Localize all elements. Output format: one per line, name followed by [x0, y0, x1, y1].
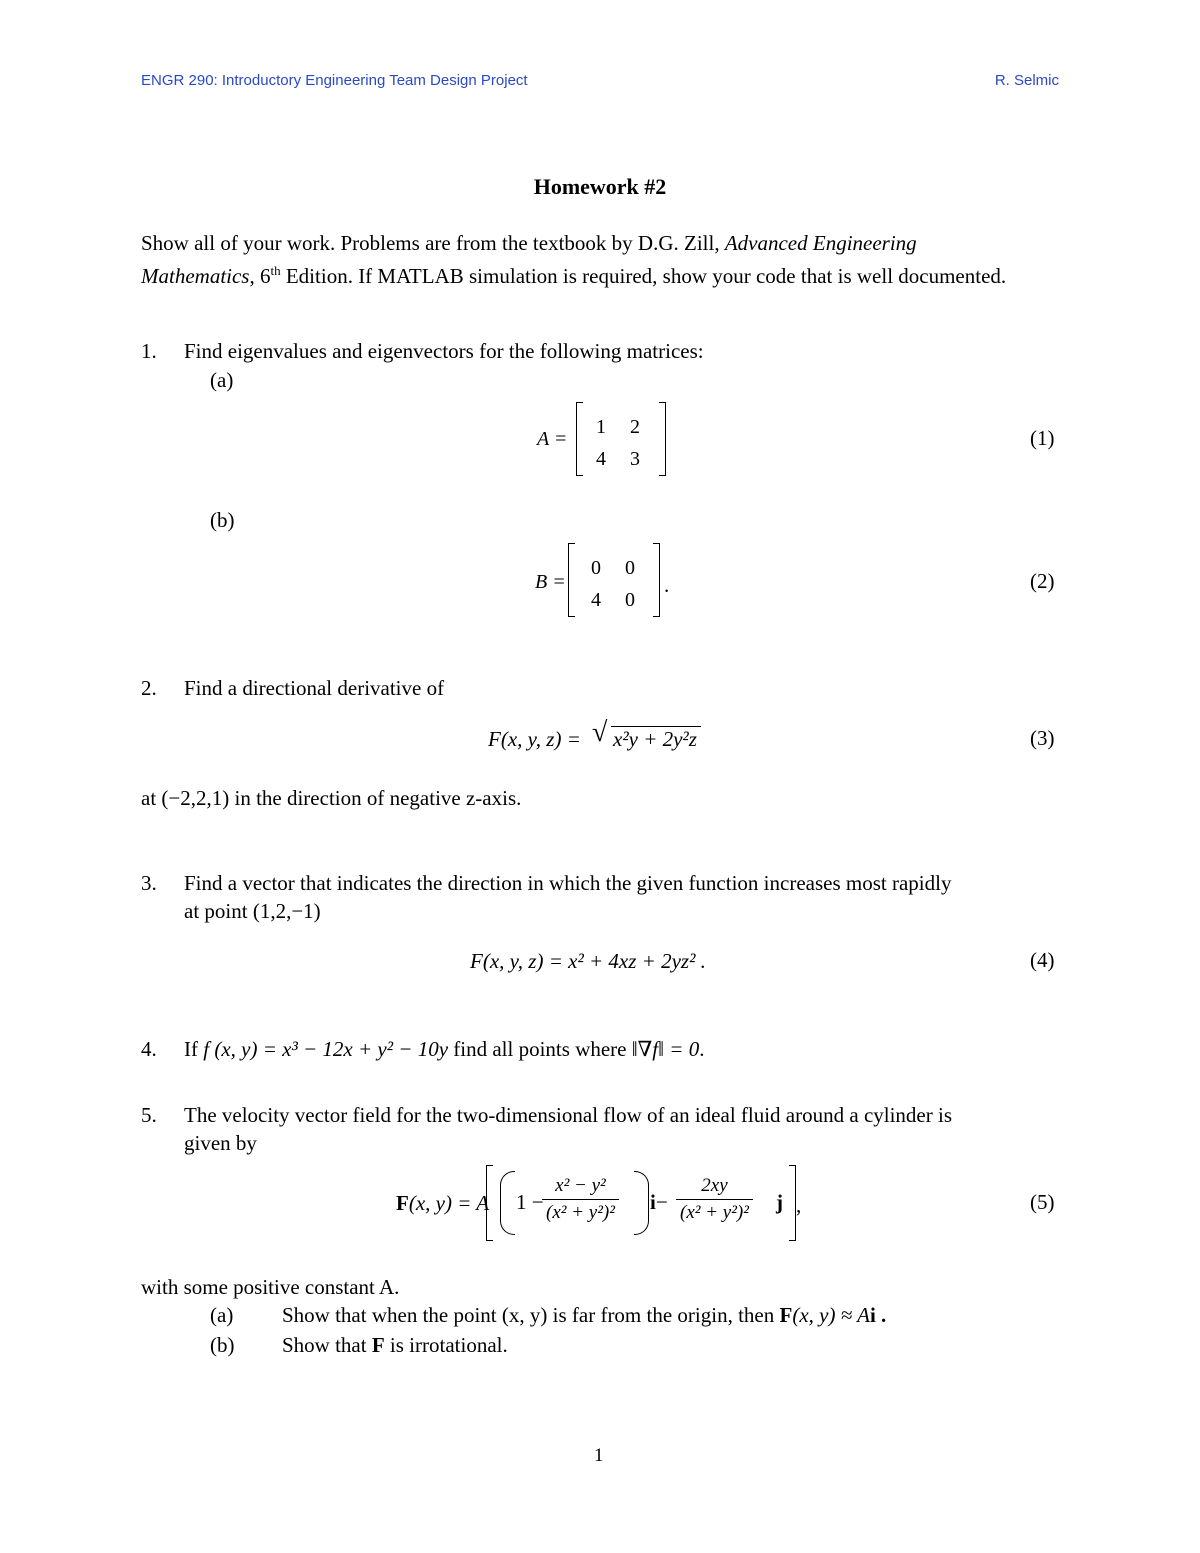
matrix-b — [568, 543, 660, 617]
p5-left-paren — [500, 1171, 515, 1235]
p4-line — [184, 1036, 704, 1063]
p5-right-paren — [634, 1171, 649, 1235]
p5-number: 5. — [141, 1103, 157, 1127]
p1-b-label: (b) — [210, 508, 235, 532]
p5-text-line2: given by — [184, 1131, 257, 1155]
p5-frac2-den: (x² + y²)² — [680, 1202, 749, 1223]
p5-frac2-num: 2xy — [676, 1173, 753, 1200]
p4-number: 4. — [141, 1037, 157, 1061]
p5-b-text — [282, 1332, 508, 1359]
p5-frac1-den: (x² + y²)² — [546, 1202, 615, 1223]
p5-b-pre: Show that — [282, 1333, 372, 1357]
p1-a-label: (a) — [210, 368, 234, 392]
p3-text-line2: at point (1,2,−1) — [184, 899, 321, 923]
matrix-b-right-bracket — [653, 543, 660, 617]
matrix-a-lhs: A = — [537, 428, 568, 450]
matrix-b-r1c2: 0 — [625, 557, 635, 579]
p5-minus: − — [656, 1190, 668, 1214]
matrix-a-r2c2: 3 — [630, 448, 640, 470]
p2-eq-lhs: F(x, y, z) = — [488, 727, 581, 751]
p5-a-post: (x, y) ≈ A — [792, 1303, 870, 1327]
p5-a-pre: Show that when the point (x, y) is far from the origin, then — [282, 1303, 780, 1327]
matrix-b-period: . — [664, 573, 670, 597]
intro-sup: th — [270, 263, 281, 278]
intro-text-1: Show all of your work. Problems are from the textbook by D.G. Zill, — [141, 231, 725, 255]
matrix-a-r1c1: 1 — [596, 416, 606, 438]
intro-text-3: Edition. If MATLAB simulation is required, show your code that is well documented. — [280, 264, 1007, 288]
p4-end: . — [699, 1037, 705, 1061]
eq-number-3: (3) — [1030, 726, 1055, 750]
p5-b-label: (b) — [210, 1333, 235, 1357]
p5-text-line1: The velocity vector field for the two-dimensional flow of an ideal fluid around a cylinder is — [184, 1103, 953, 1127]
p5-b-bold: F — [371, 1333, 385, 1357]
intro-text-2: , 6 — [249, 264, 271, 288]
p5-eq-lhs — [396, 1190, 489, 1217]
eq-number-5: (5) — [1030, 1190, 1055, 1214]
p5-a-text — [282, 1302, 886, 1329]
p5-a-bold: F — [779, 1303, 793, 1327]
p5-j-vector: j — [776, 1190, 783, 1214]
matrix-a — [576, 402, 666, 476]
p2-number: 2. — [141, 676, 157, 700]
p5-i-vector: i — [650, 1190, 656, 1214]
p2-eq-radicand: x²y + 2y²z — [611, 726, 701, 752]
eq-number-2: (2) — [1030, 569, 1055, 593]
matrix-b-r2c2: 0 — [625, 589, 635, 611]
p5-eq-lhs-text: (x, y) = A — [408, 1191, 490, 1215]
page-number: 1 — [594, 1445, 604, 1466]
p5-b-post: is irrotational. — [384, 1333, 508, 1357]
p3-text-line1: Find a vector that indicates the direction in which the given function increases most rapidly — [184, 871, 952, 895]
matrix-b-r2c1: 4 — [591, 589, 601, 611]
p1-number: 1. — [141, 339, 157, 363]
p3-number: 3. — [141, 871, 157, 895]
eq-number-1: (1) — [1030, 426, 1055, 450]
p3-equation: F(x, y, z) = x² + 4xz + 2yz² . — [470, 949, 706, 973]
p2-after-text: at (−2,2,1) in the direction of negative z-axis. — [141, 786, 522, 810]
p5-fraction-2 — [676, 1173, 753, 1226]
header-author: R. Selmic — [994, 72, 1059, 89]
eq-number-4: (4) — [1030, 948, 1055, 972]
matrix-a-r1c2: 2 — [630, 416, 640, 438]
p5-left-bracket — [486, 1165, 493, 1241]
p4-norm: ‖∇f‖ = 0 — [631, 1037, 700, 1061]
p5-frac1-num: x² − y² — [542, 1173, 619, 1200]
p4-mid: find all points where — [448, 1037, 632, 1061]
matrix-b-left-bracket — [568, 543, 575, 617]
p5-fraction-1 — [542, 1173, 619, 1226]
p5-one-minus: 1 − — [516, 1190, 544, 1214]
p5-a-i: i — [869, 1303, 876, 1327]
page-title: Homework #2 — [533, 174, 667, 199]
matrix-b-r1c1: 0 — [591, 557, 601, 579]
intro-book-title: Advanced Engineering Mathematics — [141, 231, 917, 288]
intro-paragraph — [141, 230, 1021, 290]
p5-right-bracket — [789, 1165, 796, 1241]
p5-eq-lhs-bold: F — [396, 1191, 409, 1215]
matrix-a-right-bracket — [659, 402, 666, 476]
p5-a-end: . — [875, 1303, 887, 1327]
p5-eq-body — [486, 1165, 796, 1241]
sqrt-icon: √ — [592, 717, 608, 748]
p5-a-label: (a) — [210, 1303, 234, 1327]
header-course-title: ENGR 290: Introductory Engineering Team Design Project — [141, 72, 528, 89]
p1-text: Find eigenvalues and eigenvectors for the following matrices: — [184, 339, 704, 363]
p2-text: Find a directional derivative of — [184, 676, 445, 700]
p4-pre: If — [184, 1037, 204, 1061]
p5-eq-trail: , — [796, 1193, 802, 1217]
p4-function: f (x, y) = x³ − 12x + y² − 10y — [203, 1037, 449, 1061]
matrix-a-r2c1: 4 — [596, 448, 606, 470]
p5-after-text: with some positive constant A. — [141, 1275, 400, 1299]
matrix-a-left-bracket — [576, 402, 583, 476]
matrix-b-lhs: B = — [535, 571, 566, 593]
